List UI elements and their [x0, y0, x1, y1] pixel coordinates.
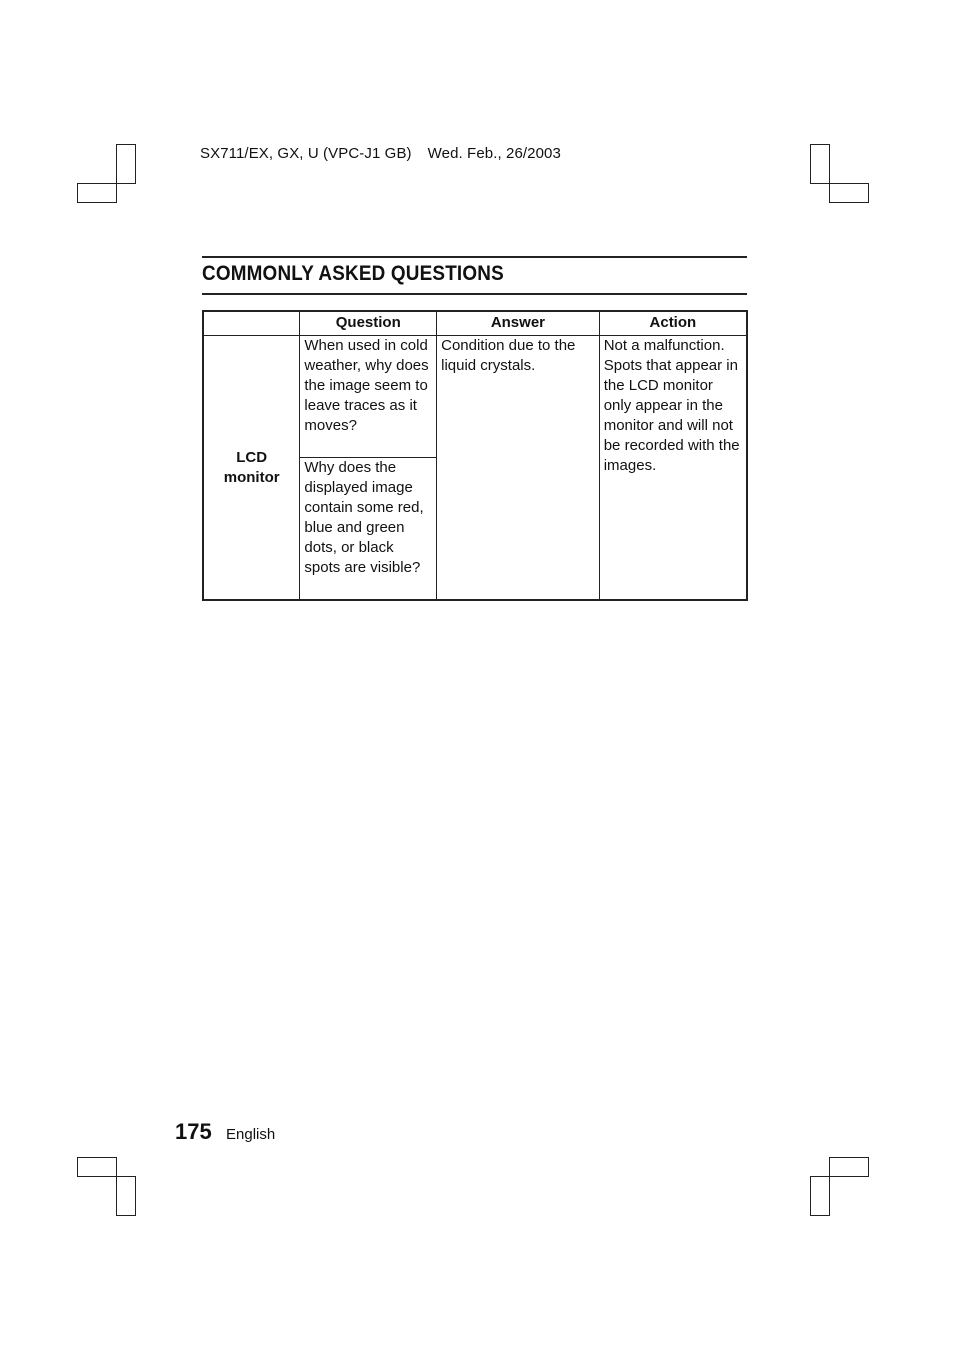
- crop-mark-bottom-left-horizontal: [77, 1157, 117, 1177]
- crop-mark-top-right-horizontal: [829, 183, 869, 203]
- header-model: SX711/EX, GX, U (VPC-J1 GB): [200, 145, 412, 162]
- table-row: [203, 336, 747, 458]
- page-language: English: [226, 1126, 276, 1143]
- question-cell-2: Why does the displayed image contain some red, blue and green dots, or black spots are visible?: [300, 458, 437, 601]
- crop-mark-bottom-right-horizontal: [829, 1157, 869, 1177]
- crop-mark-top-left-horizontal: [77, 183, 117, 203]
- crop-mark-bottom-right-vertical: [810, 1176, 830, 1216]
- faq-table: [202, 310, 748, 601]
- crop-mark-top-right-vertical: [810, 144, 830, 184]
- question-cell-1: When used in cold weather, why does the image seem to leave traces as it moves?: [300, 336, 437, 458]
- action-cell: Not a malfunction. Spots that appear in the LCD monitor only appear in the monitor and will not be recorded with the images.: [599, 336, 747, 601]
- page-number: 175: [175, 1119, 212, 1144]
- category-label: LCD monitor: [223, 448, 280, 486]
- column-header-question: Question: [300, 311, 437, 336]
- header-date: Wed. Feb., 26/2003: [427, 145, 561, 162]
- category-cell: [203, 336, 300, 601]
- crop-mark-bottom-left-vertical: [116, 1176, 136, 1216]
- column-header-answer: Answer: [437, 311, 600, 336]
- answer-cell: Condition due to the liquid crystals.: [437, 336, 600, 601]
- crop-mark-top-left-vertical: [116, 144, 136, 184]
- table-header-row: [203, 311, 747, 336]
- column-header-action: Action: [599, 311, 747, 336]
- section-title: COMMONLY ASKED QUESTIONS: [202, 262, 504, 285]
- column-header-category: [203, 311, 300, 336]
- title-rule-bottom: [202, 293, 747, 295]
- document-header: [200, 145, 561, 162]
- title-rule-top: [202, 256, 747, 258]
